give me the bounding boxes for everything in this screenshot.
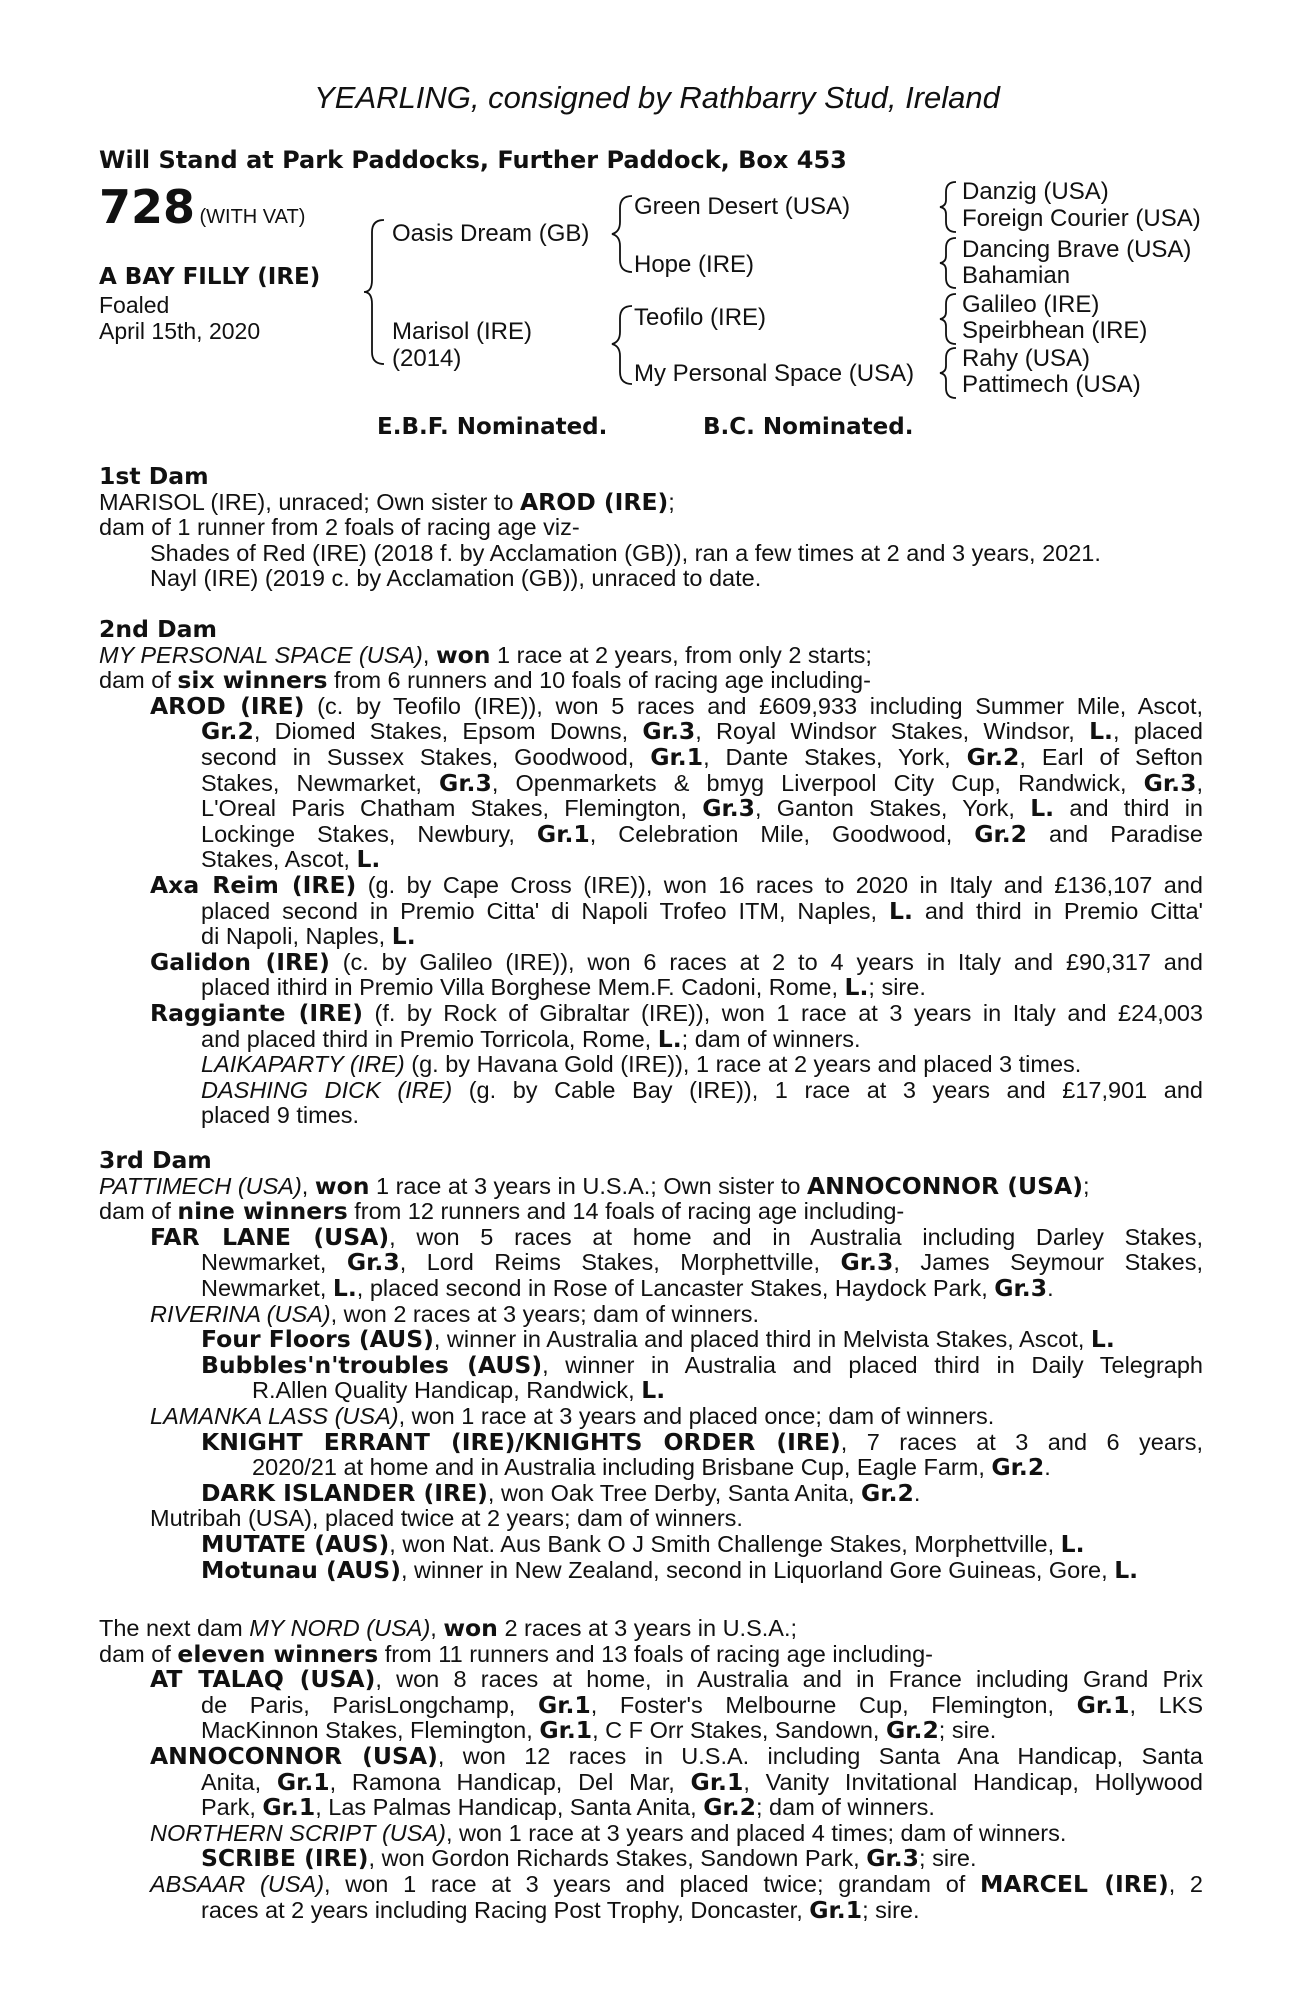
next-dam-produce: dam of eleven winners from 11 runners and 13 foals of racing age including-	[99, 1639, 933, 1668]
produce-entry-raggiante: Raggiante (IRE) (f. by Rock of Gibraltar (IRE)), won 1 race at 3 years in Italy and £24,003 and placed third in Premio Torricola, Rome, L.; dam of winners.	[150, 998, 1204, 1053]
dam: Marisol (IRE)	[392, 318, 533, 345]
ggp-7: Rahy (USA)	[962, 345, 1091, 372]
produce-entry-knight-errant: KNIGHT ERRANT (IRE)/KNIGHTS ORDER (IRE), 7 races at 3 and 6 years, 2020/21 at home and in Australia including Brisbane Cup, Eagle Farm, Gr.2.	[201, 1427, 1203, 1482]
ggp-6: Speirbhean (IRE)	[962, 317, 1148, 344]
ggp-1: Danzig (USA)	[962, 178, 1109, 205]
next-dam-section	[99, 1616, 1203, 1923]
next-dam-line: The next dam MY NORD (USA), won 2 races at 3 years in U.S.A.;	[99, 1614, 798, 1642]
dam-year: (2014)	[392, 345, 462, 372]
sire-dam: Hope (IRE)	[634, 251, 755, 278]
third-dam-line: PATTIMECH (USA), won 1 race at 3 years in U.S.A.; Own sister to ANNOCONNOR (USA);	[99, 1171, 1090, 1200]
produce-entry: Nayl (IRE) (2019 c. by Acclamation (GB)), unraced to date.	[150, 565, 762, 592]
sire: Oasis Dream (GB)	[392, 220, 590, 247]
first-dam-section	[99, 464, 1203, 592]
dam-dam: My Personal Space (USA)	[634, 360, 915, 387]
third-dam-section	[99, 1148, 1203, 1583]
section-heading: 2nd Dam	[99, 615, 217, 643]
produce-entry-galidon: Galidon (IRE) (c. by Galileo (IRE)), won 6 races at 2 to 4 years in Italy and £90,317 and placed ithird in Premio Villa Borghese Mem.F. Cadoni, Rome, L.; sire.	[150, 947, 1203, 1002]
produce-entry: Shades of Red (IRE) (2018 f. by Acclamation (GB)), ran a few times at 2 and 3 years, 2021.	[150, 539, 1101, 566]
produce-entry-at-talaq: AT TALAQ (USA), won 8 races at home, in Australia and in France including Grand Prix de Paris, ParisLongchamp, Gr.1, Foster's Melbourne Cup, Flemington, Gr.1, LKS MacKinnon Stakes, Flemington, Gr.1, C F Orr Stakes, Sandown, Gr.2; sire.	[150, 1665, 1203, 1745]
produce-entry-far-lane: FAR LANE (USA), won 5 races at home and in Australia including Darley Stakes, Newmarket, Gr.3, Lord Reims Stakes, Morphettville, Gr.3, James Seymour Stakes, Newmarket, L., placed second in Rose of Lancaster Stakes, Haydock Park, Gr.3.	[150, 1222, 1204, 1302]
produce-entry-dark-islander: DARK ISLANDER (IRE), won Oak Tree Derby, Santa Anita, Gr.2.	[201, 1478, 921, 1507]
ggp-3: Dancing Brave (USA)	[962, 236, 1192, 263]
section-heading: 1st Dam	[99, 462, 209, 490]
produce-entry-annoconnor: ANNOCONNOR (USA), won 12 races in U.S.A. including Santa Ana Handicap, Santa Anita, Gr.1, Ramona Handicap, Del Mar, Gr.1, Vanity Invitational Handicap, Hollywood Park, Gr.1, Las Palmas Handicap, Santa Anita, Gr.2; dam of winners.	[150, 1741, 1203, 1822]
bc-nomination: B.C. Nominated.	[703, 414, 914, 440]
ggp-4: Bahamian	[962, 262, 1071, 289]
vat-note: (WITH VAT)	[199, 206, 306, 228]
section-heading: 3rd Dam	[99, 1146, 212, 1174]
horse-name: A BAY FILLY (IRE)	[99, 264, 321, 290]
third-dam-produce: dam of nine winners from 12 runners and 14 foals of racing age including-	[99, 1197, 905, 1226]
sire-sire: Green Desert (USA)	[634, 193, 851, 220]
stand-location: Will Stand at Park Paddocks, Further Paddock, Box 453	[99, 146, 847, 174]
lot-number: 728	[99, 180, 196, 234]
produce-entry-axa-reim: Axa Reim (IRE) (g. by Cape Cross (IRE)), won 16 races to 2020 in Italy and £136,107 and placed second in Premio Citta' di Napoli Trofeo ITM, Naples, L. and third in Premio Citta' di Napoli, Naples, L.	[150, 870, 1204, 951]
produce-entry-riverina: RIVERINA (USA), won 2 races at 3 years; dam of winners.	[150, 1300, 760, 1327]
produce-entry-dashing-dick: DASHING DICK (IRE) (g. by Cable Bay (IRE)), 1 race at 3 years and £17,901 and placed 9 times.	[201, 1076, 1203, 1129]
produce-entry-arod: AROD (IRE) (c. by Teofilo (IRE)), won 5 races and £609,933 including Summer Mile, Ascot, Gr.2, Diomed Stakes, Epsom Downs, Gr.3, Royal Windsor Stakes, Windsor, L., placed second in Sussex Stakes, Goodwood, Gr.1, Dante Stakes, York, Gr.2, Earl of Sefton Stakes, Newmarket, Gr.3, Openmarkets & bmyg Liverpool City Cup, Randwick, Gr.3, L'Oreal Paris Chatham Stakes, Flemington, Gr.3, Ganton Stakes, York, L. and third in Lockinge Stakes, Newbury, Gr.1, Celebration Mile, Goodwood, Gr.2 and Paradise Stakes, Ascot, L.	[150, 691, 1204, 874]
produce-entry-northern-script: NORTHERN SCRIPT (USA), won 1 race at 3 years and placed 4 times; dam of winners.	[150, 1819, 1067, 1846]
produce-entry-laikaparty: LAIKAPARTY (IRE) (g. by Havana Gold (IRE)), 1 race at 2 years and placed 3 times.	[201, 1051, 1082, 1078]
second-dam-section	[99, 617, 1203, 1129]
foaled-date: April 15th, 2020	[99, 318, 261, 344]
produce-entry-absaar: ABSAAR (USA), won 1 race at 3 years and placed twice; grandam of MARCEL (IRE), 2 races at 2 years including Racing Post Trophy, Doncaster, Gr.1; sire.	[150, 1869, 1203, 1924]
ggp-8: Pattimech (USA)	[962, 371, 1141, 398]
first-dam-produce: dam of 1 runner from 2 foals of racing age viz-	[99, 514, 580, 541]
ggp-5: Galileo (IRE)	[962, 291, 1100, 318]
second-dam-line: MY PERSONAL SPACE (USA), won 1 race at 2 years, from only 2 starts;	[99, 640, 872, 669]
produce-entry-bubbles: Bubbles'n'troubles (AUS), winner in Australia and placed third in Daily Telegraph R.Allen Quality Handicap, Randwick, L.	[201, 1350, 1203, 1405]
produce-entry-mutribah: Mutribah (USA), placed twice at 2 years; dam of winners.	[150, 1505, 743, 1532]
dam-sire: Teofilo (IRE)	[634, 304, 767, 331]
produce-entry-lamanka-lass: LAMANKA LASS (USA), won 1 race at 3 years and placed once; dam of winners.	[150, 1402, 995, 1429]
produce-entry-four-floors: Four Floors (AUS), winner in Australia and placed third in Melvista Stakes, Ascot, L.	[201, 1325, 1115, 1354]
produce-entry-motunau: Motunau (AUS), winner in New Zealand, second in Liquorland Gore Guineas, Gore, L.	[201, 1555, 1139, 1584]
foaled-label: Foaled	[99, 292, 170, 318]
produce-entry-mutate: MUTATE (AUS), won Nat. Aus Bank O J Smith Challenge Stakes, Morphettville, L.	[201, 1529, 1085, 1558]
first-dam-line: MARISOL (IRE), unraced; Own sister to AROD (IRE);	[99, 487, 675, 516]
produce-entry-scribe: SCRIBE (IRE), won Gordon Richards Stakes, Sandown Park, Gr.3; sire.	[201, 1844, 977, 1873]
page-title: YEARLING, consigned by Rathbarry Stud, Ireland	[314, 80, 1000, 115]
ggp-2: Foreign Courier (USA)	[962, 205, 1201, 232]
ebf-nomination: E.B.F. Nominated.	[377, 414, 608, 440]
second-dam-produce: dam of six winners from 6 runners and 10 foals of racing age including-	[99, 666, 871, 695]
